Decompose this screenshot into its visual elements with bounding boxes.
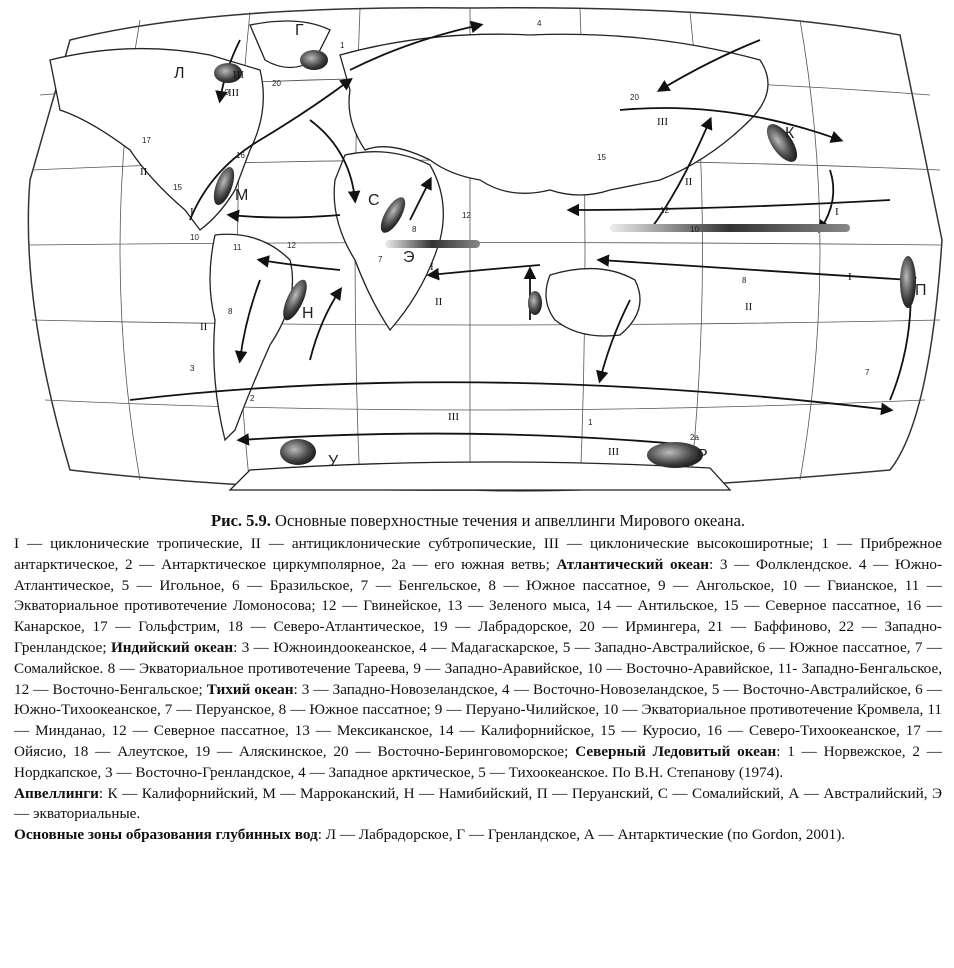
- svg-text:20: 20: [272, 79, 281, 88]
- svg-text:11: 11: [233, 243, 242, 252]
- upwelling-legend: [14, 784, 942, 826]
- regime-label: I: [430, 261, 434, 273]
- svg-text:3: 3: [190, 364, 195, 373]
- upwelling-list: : К — Калифорнийский, М — Марроканский, Н — Намибийский, П — Перуанский, С — Сомалийский, А — Австралийский, Э — экваториальные.: [14, 784, 942, 823]
- deep-water-antarctic-west: [280, 439, 316, 465]
- caption-body: [14, 534, 942, 784]
- svg-text:1: 1: [340, 41, 345, 50]
- australia: [546, 269, 640, 336]
- regime-label: II: [200, 321, 208, 333]
- figure-title: Основные поверхностные течения и апвеллинги Мирового океана.: [275, 511, 746, 530]
- svg-text:7: 7: [865, 368, 870, 377]
- regime-label: II: [140, 166, 148, 178]
- atlantic-list: : 3 — Фолклендское. 4 — Южно-Атлантическое, 5 — Игольное, 6 — Бразильское, 7 — Бенгельское, 8 — Южное пассатное, 9 — Ангольское, 10 — Гвианское, 11 — Экваториальное противотечение Ломоносова; 12 — Гвинейское, 13 — Зеленого мыса, 14 — Антильское, 15 — Северное пассатное, 16 — Канарское, 17 — Гольфстрим, 18 — Северо-Атлантическое, 19 — Лабрадорское, 20 — Ирмингера, 21 — Баффиново, 22 — Западно-Гренландское;: [14, 555, 943, 656]
- current-north-equatorial-pac: [570, 200, 890, 210]
- arctic-list: : 1 — Норвежское, 2 — Нордкапское, 3 — Восточно-Гренландское, 4 — Западное арктическое, 5 — Тихоокеанское. По В.Н. Степанову (1974).: [14, 742, 942, 781]
- current-benguela: [310, 290, 340, 360]
- current-indian-south-equatorial: [430, 265, 540, 275]
- figure-caption: [14, 510, 942, 846]
- label-P: П: [915, 282, 927, 299]
- regime-label: III: [657, 116, 668, 128]
- svg-text:4: 4: [537, 19, 542, 28]
- label-L: Л: [174, 65, 185, 82]
- current-california: [820, 170, 833, 230]
- antarctica: [230, 462, 730, 490]
- pacific-list: : 3 — Западно-Новозеландское, 4 — Восточно-Новозеландское, 5 — Восточно-Австралийское, 6 — Южно-Тихоокеанское, 7 — Перуанское, 8 — Южное пассатное; 9 — Перуано-Чилийское, 10 — Экваториальное противотечение Кромвела, 11 — Минданао, 12 — Северное пассатное, 13 — Мексиканское, 14 — Калифорнийское, 15 — Куросио, 16 — Северо-Тихоокеанское, 17 — Ойясио, 18 — Алеутское, 19 — Аляскинское, 20 — Восточно-Беринговоморское;: [14, 680, 942, 760]
- atlantic-heading: Атлантический океан: [556, 555, 710, 573]
- deep-water-greenland: [300, 50, 328, 70]
- regime-label: III: [233, 69, 244, 81]
- svg-text:16: 16: [236, 151, 245, 160]
- svg-text:12: 12: [287, 241, 296, 250]
- south-america: [210, 234, 293, 440]
- regime-label: III: [608, 446, 619, 458]
- label-M: М: [235, 187, 249, 204]
- svg-text:15: 15: [173, 183, 182, 192]
- pacific-heading: Тихий океан: [206, 680, 294, 698]
- svg-text:8: 8: [412, 225, 417, 234]
- upwelling-australian: [528, 291, 542, 315]
- label-U: У: [328, 453, 339, 470]
- label-K: К: [785, 125, 795, 142]
- regime-label: II: [435, 296, 443, 308]
- deep-water-antarctic-east: [647, 442, 703, 468]
- svg-text:12: 12: [660, 206, 669, 215]
- regime-label: III: [448, 411, 459, 423]
- svg-text:7: 7: [378, 255, 383, 264]
- regime-label: I: [848, 271, 852, 283]
- upwelling-peruvian: [900, 256, 916, 308]
- regime-label: III: [228, 87, 239, 99]
- deep-water-list: : Л — Лабрадорское, Г — Гренландское, А — Антарктические (по Gordon, 2001).: [317, 826, 846, 844]
- svg-text:17: 17: [142, 136, 151, 145]
- caption-intro: I — циклонические тропические, II — антициклонические субтропические, III — циклонические высокоширотные; 1 — Прибрежное антарктическое, 2 — Антарктическое циркумполярное, 2а — его южная ветвь;: [14, 535, 942, 573]
- label-E: Э: [403, 249, 415, 266]
- svg-text:10: 10: [220, 88, 229, 97]
- svg-text:8: 8: [228, 307, 233, 316]
- ocean-currents-map: [10, 0, 944, 495]
- equatorial-upwelling-indian: [385, 240, 480, 248]
- caption-title: [14, 510, 942, 532]
- svg-text:1: 1: [588, 418, 593, 427]
- label-R: Р: [697, 447, 708, 464]
- map-svg: [10, 0, 944, 495]
- svg-text:10: 10: [690, 225, 699, 234]
- upwelling-heading: Апвеллинги: [14, 784, 99, 802]
- regime-label: I: [835, 206, 839, 218]
- current-south-equatorial-pac: [600, 260, 910, 280]
- svg-text:2a: 2a: [690, 433, 699, 442]
- deep-water-legend: [14, 825, 942, 846]
- figure-number: Рис. 5.9.: [210, 511, 271, 530]
- label-G: Г: [295, 22, 304, 39]
- regime-label: II: [685, 176, 693, 188]
- label-N: Н: [302, 305, 314, 322]
- current-north-equatorial-atl: [230, 215, 340, 218]
- svg-text:20: 20: [630, 93, 639, 102]
- deep-water-heading: Основные зоны образования глубинных вод: [14, 826, 318, 844]
- svg-text:2: 2: [250, 394, 255, 403]
- equatorial-upwelling-pacific: [610, 224, 850, 232]
- svg-text:10: 10: [190, 233, 199, 242]
- label-S: С: [368, 192, 380, 209]
- svg-text:12: 12: [462, 211, 471, 220]
- regime-label: II: [745, 301, 753, 313]
- regime-label: I: [190, 206, 194, 218]
- svg-text:15: 15: [597, 153, 606, 162]
- arctic-heading: Северный Ледовитый океан: [575, 742, 777, 760]
- indian-list: : 3 — Южноиндоокеанское, 4 — Мадагаскарское, 5 — Западно-Австралийское, 6 — Южное пассатное, 7 — Сомалийское. 8 — Экваториальное противотечение Тареева, 9 — Западно-Аравийское, 10 — Восточно-Аравийское, 11- Западно-Бенгальское, 12 — Восточно-Бенгальское;: [14, 638, 942, 698]
- svg-text:8: 8: [742, 276, 747, 285]
- indian-heading: Индийский океан: [110, 638, 234, 656]
